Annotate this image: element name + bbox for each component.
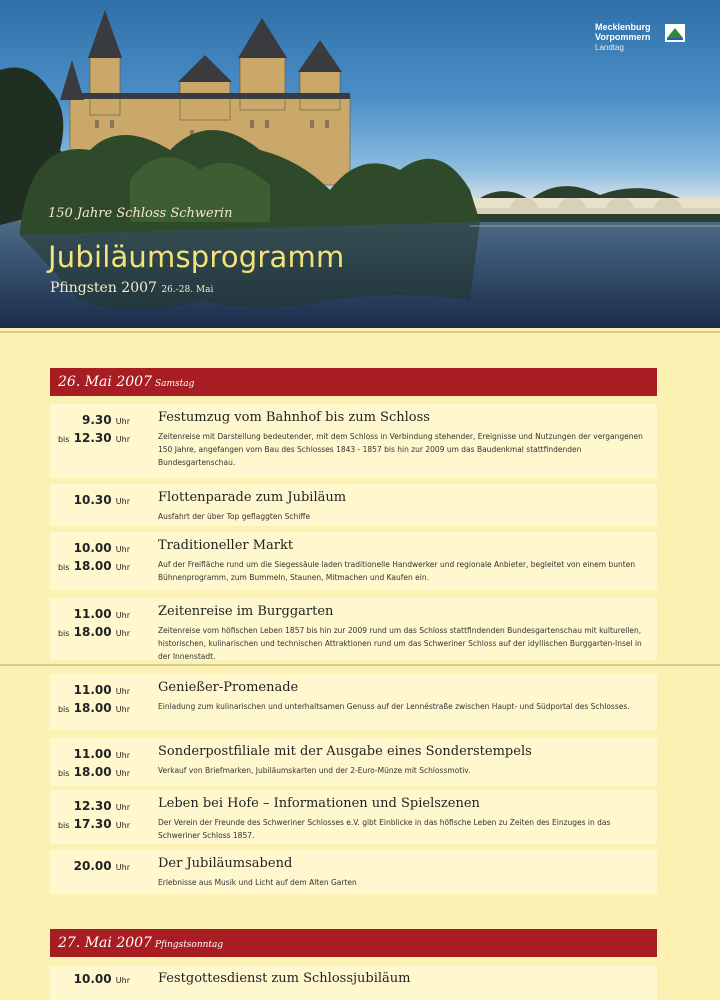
day-date: 26. Mai 2007 bbox=[58, 374, 152, 390]
event-title: Zeitenreise im Burggarten bbox=[158, 604, 334, 619]
day-date: 27. Mai 2007 bbox=[58, 935, 152, 951]
time-end: 18.00 bbox=[73, 559, 112, 573]
event-title: Festgottesdienst zum Schlossjubiläum bbox=[158, 971, 411, 986]
time-start: 11.00 bbox=[73, 683, 112, 697]
event-title: Der Jubiläumsabend bbox=[158, 856, 293, 871]
event-description: Zeitenreise vom höfischen Leben 1857 bis hin zur 2009 rund um das Schloss stattfindenden Bundesgartenschau mit kulturellen, historischen, kulinarischen und technischen Attraktionen rund um das Schweriner Schloss auf der idyllischen Burggarten-Insel in der Innenstadt. bbox=[158, 626, 642, 661]
time-end: 18.00 bbox=[73, 625, 112, 639]
event-time: 12.30 Uhr bis 17.30 Uhr bbox=[57, 799, 130, 831]
day-header bbox=[50, 929, 657, 957]
program-event bbox=[50, 790, 657, 844]
event-description: Zeitenreise mit Darstellung bedeutender, mit dem Schloss in Verbindung stehender, Ereignisse und Nutzungen der vergangenen 150 Jahre, angefangen vom Bau des Schlosses 1843 - 1857 bis hin zur 2009 um das Baudenkmal stattfindenden Bundesgartenschau. bbox=[158, 432, 643, 467]
event-time: 11.00 Uhr bis 18.00 Uhr bbox=[57, 683, 130, 715]
logo-line-1: Mecklenburg bbox=[595, 22, 651, 32]
event-title: Sonderpostfiliale mit der Ausgabe eines Sonderstempels bbox=[158, 744, 532, 759]
event-time: 11.00 Uhr bis 18.00 Uhr bbox=[57, 747, 130, 779]
logo-mark-icon bbox=[665, 24, 685, 42]
event-title: Leben bei Hofe – Informationen und Spielszenen bbox=[158, 796, 480, 811]
program-event bbox=[50, 484, 657, 526]
logo-line-2: Vorpommern bbox=[595, 32, 651, 42]
event-description: Auf der Freifläche rund um die Siegessäule laden traditionelle Handwerker und regionale Anbieter, begleitet von einem bunten Bühnenprogramm, zum Bummeln, Staunen, Mitmachen und Kaufen ein. bbox=[158, 560, 636, 582]
time-end: 18.00 bbox=[73, 701, 112, 715]
program-event bbox=[50, 674, 657, 730]
time-start: 11.00 bbox=[73, 607, 112, 621]
time-start: 11.00 bbox=[73, 747, 112, 761]
paper-fold bbox=[0, 664, 720, 666]
event-date-main: Pfingsten 2007 bbox=[50, 280, 157, 296]
event-description: Der Verein der Freunde des Schweriner Schlosses e.V. gibt Einblicke in das höfische Leben zu Zeiten des Einzuges in das Schweriner Schloss 1857. bbox=[158, 818, 611, 840]
program-event bbox=[50, 738, 657, 786]
program-event bbox=[50, 404, 657, 478]
event-title: Traditioneller Markt bbox=[158, 538, 294, 553]
day-weekday: Pfingstsonntag bbox=[154, 939, 224, 950]
event-time: 10.00 Uhr bbox=[73, 972, 130, 986]
event-time: 11.00 Uhr bis 18.00 Uhr bbox=[57, 607, 130, 639]
program-event bbox=[50, 966, 657, 1000]
time-end: 17.30 bbox=[73, 817, 112, 831]
event-title: Flottenparade zum Jubiläum bbox=[158, 490, 347, 505]
page-title: Jubiläumsprogramm bbox=[48, 240, 345, 274]
time-start: 20.00 bbox=[73, 859, 112, 873]
program-event bbox=[50, 850, 657, 894]
time-start: 10.30 bbox=[73, 493, 112, 507]
time-end: 12.30 bbox=[73, 431, 112, 445]
day-weekday: Samstag bbox=[154, 378, 195, 389]
event-description: Verkauf von Briefmarken, Jubiläumskarten und der 2-Euro-Münze mit Schlossmotiv. bbox=[158, 766, 471, 775]
event-title: Genießer-Promenade bbox=[158, 680, 299, 695]
event-description: Einladung zum kulinarischen und unterhaltsamen Genuss auf der Lennéstraße zwischen Haupt- und Südportal des Schlosses. bbox=[158, 702, 630, 711]
event-description: Erlebnisse aus Musik und Licht auf dem Alten Garten bbox=[158, 878, 357, 887]
event-description: Ausfahrt der über Top geflaggten Schiffe bbox=[158, 512, 311, 521]
hero-image bbox=[0, 0, 720, 328]
event-time: 10.00 Uhr bis 18.00 Uhr bbox=[57, 541, 130, 573]
mecklenburg-vorpommern-logo bbox=[595, 22, 695, 54]
event-time: 9.30 Uhr bis 12.30 Uhr bbox=[57, 413, 130, 445]
day-header bbox=[50, 368, 657, 396]
program-event bbox=[50, 532, 657, 590]
anniversary-subtitle: 150 Jahre Schloss Schwerin bbox=[48, 206, 233, 221]
event-date bbox=[50, 280, 213, 296]
time-start: 10.00 bbox=[73, 972, 112, 986]
time-start: 9.30 bbox=[81, 413, 112, 427]
logo-line-3: Landtag bbox=[595, 43, 624, 52]
time-start: 12.30 bbox=[73, 799, 112, 813]
event-time: 10.30 Uhr bbox=[73, 493, 130, 507]
time-end: 18.00 bbox=[73, 765, 112, 779]
event-time: 20.00 Uhr bbox=[73, 859, 130, 873]
time-start: 10.00 bbox=[73, 541, 112, 555]
event-date-range: 26.-28. Mai bbox=[161, 285, 214, 295]
event-title: Festumzug vom Bahnhof bis zum Schloss bbox=[158, 410, 430, 425]
paper-fold bbox=[0, 331, 720, 333]
program-event bbox=[50, 598, 657, 660]
